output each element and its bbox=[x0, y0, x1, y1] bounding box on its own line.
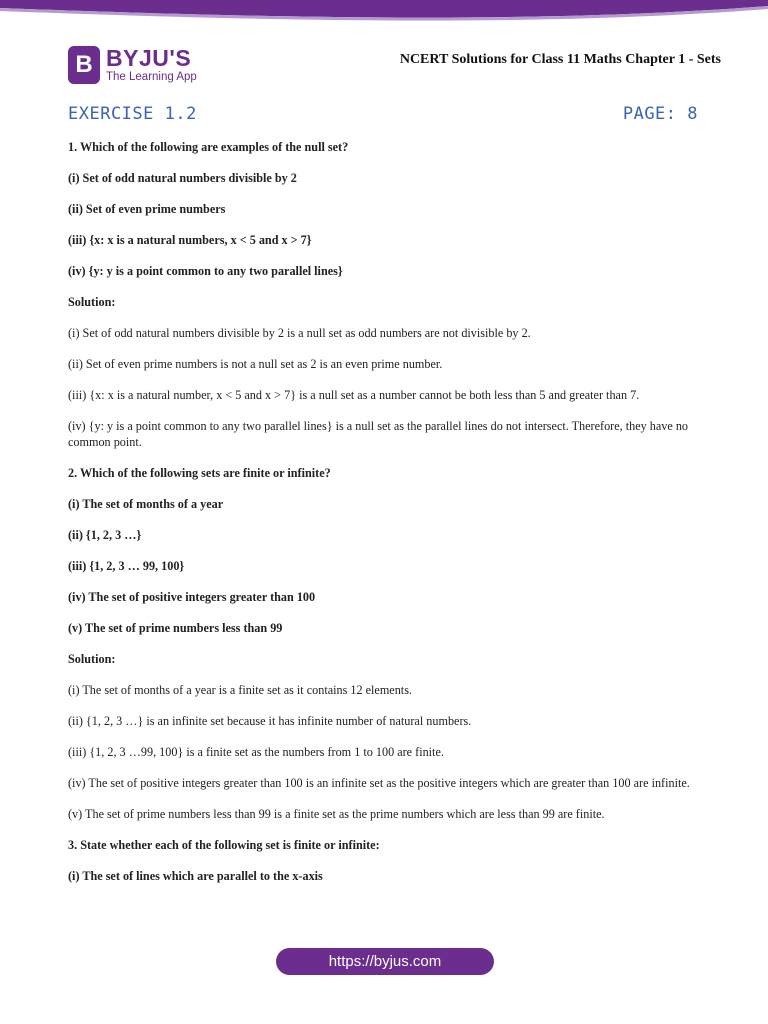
q1-answer-iii: (iii) {x: x is a natural number, x < 5 and x > 7} is a null set as a number cannot be both less than 5 and greater than 7. bbox=[68, 388, 640, 402]
logo-name: BYJU'S bbox=[106, 44, 192, 71]
footer-url-link[interactable]: https://byjus.com bbox=[276, 948, 494, 975]
document-title: NCERT Solutions for Class 11 Maths Chapter 1 - Sets bbox=[399, 52, 721, 67]
q2-solution-label: Solution: bbox=[68, 651, 116, 666]
q3-option-i: (i) The set of lines which are parallel to the x-axis bbox=[68, 868, 323, 883]
q1-option-iii: (iii) {x: x is a natural numbers, x < 5 and x > 7} bbox=[68, 233, 312, 247]
q1-answer-iv: (iv) {y: y is a point common to any two parallel lines} is a null set as the parallel lines do not intersect. Therefore, they have no common point. bbox=[68, 419, 689, 449]
q2-answer-v: (v) The set of prime numbers less than 99 is a finite set as the prime numbers which are less than 99 are finite. bbox=[68, 806, 605, 821]
question-3: 3. State whether each of the following set is finite or infinite: bbox=[68, 837, 380, 852]
document-body bbox=[68, 140, 708, 884]
logo-badge-icon: B bbox=[68, 46, 100, 84]
page-number: PAGE: 8 bbox=[622, 104, 698, 124]
exercise-heading: EXERCISE 1.2 bbox=[68, 104, 197, 124]
logo-tagline: The Learning App bbox=[106, 70, 197, 83]
q1-option-i: (i) Set of odd natural numbers divisible by 2 bbox=[68, 171, 297, 185]
q2-answer-iv: (iv) The set of positive integers greater than 100 is an infinite set as the positive integers which are greater than 100 are infinite. bbox=[68, 775, 690, 790]
q1-answer-ii: (ii) Set of even prime numbers is not a null set as 2 is an even prime number. bbox=[68, 357, 443, 371]
q2-option-v: (v) The set of prime numbers less than 99 bbox=[68, 620, 283, 635]
byjus-logo[interactable] bbox=[68, 45, 197, 85]
q2-option-ii: (ii) {1, 2, 3 …} bbox=[68, 527, 142, 542]
q1-option-iv: (iv) {y: y is a point common to any two parallel lines} bbox=[68, 264, 343, 278]
q2-option-i: (i) The set of months of a year bbox=[68, 496, 224, 511]
question-1: 1. Which of the following are examples of the null set? bbox=[68, 140, 349, 154]
q1-option-ii: (ii) Set of even prime numbers bbox=[68, 202, 226, 216]
q1-solution-label: Solution: bbox=[68, 295, 116, 309]
q1-answer-i: (i) Set of odd natural numbers divisible by 2 is a null set as odd numbers are not divisible by 2. bbox=[68, 326, 531, 340]
q2-answer-i: (i) The set of months of a year is a finite set as it contains 12 elements. bbox=[68, 682, 412, 697]
top-wave-banner bbox=[0, 0, 768, 26]
q2-answer-iii: (iii) {1, 2, 3 …99, 100} is a finite set as the numbers from 1 to 100 are finite. bbox=[68, 744, 444, 759]
question-2: 2. Which of the following sets are finite or infinite? bbox=[68, 465, 331, 480]
q2-option-iv: (iv) The set of positive integers greater than 100 bbox=[68, 589, 316, 604]
q2-answer-ii: (ii) {1, 2, 3 …} is an infinite set because it has infinite number of natural numbers. bbox=[68, 713, 472, 728]
q2-option-iii: (iii) {1, 2, 3 … 99, 100} bbox=[68, 558, 185, 573]
